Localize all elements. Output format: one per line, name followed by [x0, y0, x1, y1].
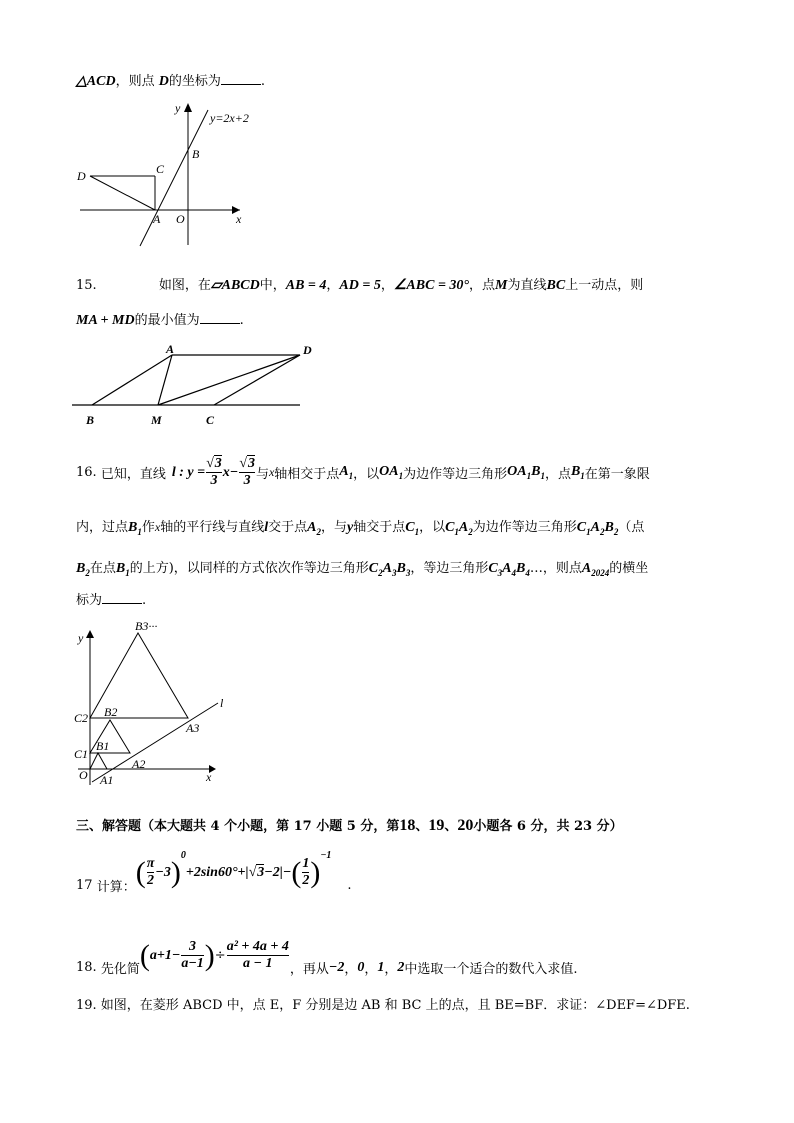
svg-text:A: A [153, 212, 161, 226]
svg-text:A: A [166, 342, 175, 356]
svg-text:y: y [78, 631, 84, 645]
svg-text:x: x [236, 212, 242, 226]
svg-text:M: M [151, 413, 162, 427]
fig14-eq: y=2x+2 [210, 111, 249, 125]
svg-text:A2: A2 [132, 757, 146, 771]
svg-text:A3: A3 [186, 721, 200, 735]
svg-text:D: D [77, 169, 86, 183]
q19: 19. 如图，在菱形 ABCD 中，点 E，F 分别是边 AB 和 BC 上的点，且 BE=BF．求证：∠DEF=∠DFE. [76, 998, 690, 1013]
q16-line3: $B_2$在点$B_1$的上方)，以同样的方式依次作等边三角形$C_2A_3B_3$，等边三角形$C_3A_4B_4\dots$，则点$A_{2024}$的横坐 [76, 561, 649, 578]
svg-text:O: O [79, 768, 88, 782]
triangle-acd: △ACD [76, 74, 116, 89]
svg-text:y: y [175, 101, 181, 115]
svg-text:B3···: B3··· [135, 619, 158, 633]
svg-text:C: C [206, 413, 215, 427]
svg-text:C2: C2 [74, 711, 89, 725]
q18: 18. 先化简 ( a+1− $\frac{3}{a-1}$ ) ÷ $\frac{\text{a² + 4a + 4}}{a - 1}$ ，再从 −2 ， 0 ， 1 ， 2 中选取一个适合的数代入求值. [76, 938, 578, 977]
svg-text:B2: B2 [104, 705, 118, 719]
q14-tail: △ACD，则点 D的坐标为 . [76, 74, 265, 89]
svg-text:l: l [220, 696, 224, 710]
q16-line1: 16. 已知，直线 l : y = $\frac{√3}{3}$ x − $\frac{√3}{3}$ 与 x 轴相交于点 $A_1$ ，以 $OA_1$ 为边作等边三角形 $OA_1B_1$ ，点 $B_1$ 在第一象限 [76, 456, 650, 488]
q15-line2: MA + MD的最小值为 . [76, 313, 244, 328]
svg-text:B1: B1 [96, 739, 110, 753]
svg-text:D: D [303, 343, 312, 357]
svg-text:A1: A1 [100, 773, 114, 787]
q15-line1: 15. 如图，在▱ABCD中，AB = 4，AD = 5，∠ABC = 30°，点M为直线BC上一动点，则 [76, 278, 644, 293]
svg-text:x: x [206, 770, 212, 784]
svg-text:B: B [192, 147, 200, 161]
svg-text:O: O [176, 212, 185, 226]
q16-line2: 内，过点$B_1$作x轴的平行线与直线l交于点$A_2$，与y轴交于点$C_1$，以$C_1A_2$为边作等边三角形$C_1A_2B_2$（点 [76, 520, 645, 537]
q16-line4: 标为 . [76, 593, 147, 608]
q17: 17 计算： ( $\frac{\pi}{2}$ −3 ) 0 +2sin60°+| √3 −2|− ( $\frac{1}{2}$ ) −1 . [76, 850, 352, 895]
svg-text:C: C [156, 162, 165, 176]
section-3-heading: 三、解答题（本大题共 4 个小题，第 17 小题 5 分，第18、19、20小题各 6 分，共 23 分） [76, 817, 623, 834]
svg-text:C1: C1 [74, 747, 89, 761]
svg-text:B: B [86, 413, 95, 427]
